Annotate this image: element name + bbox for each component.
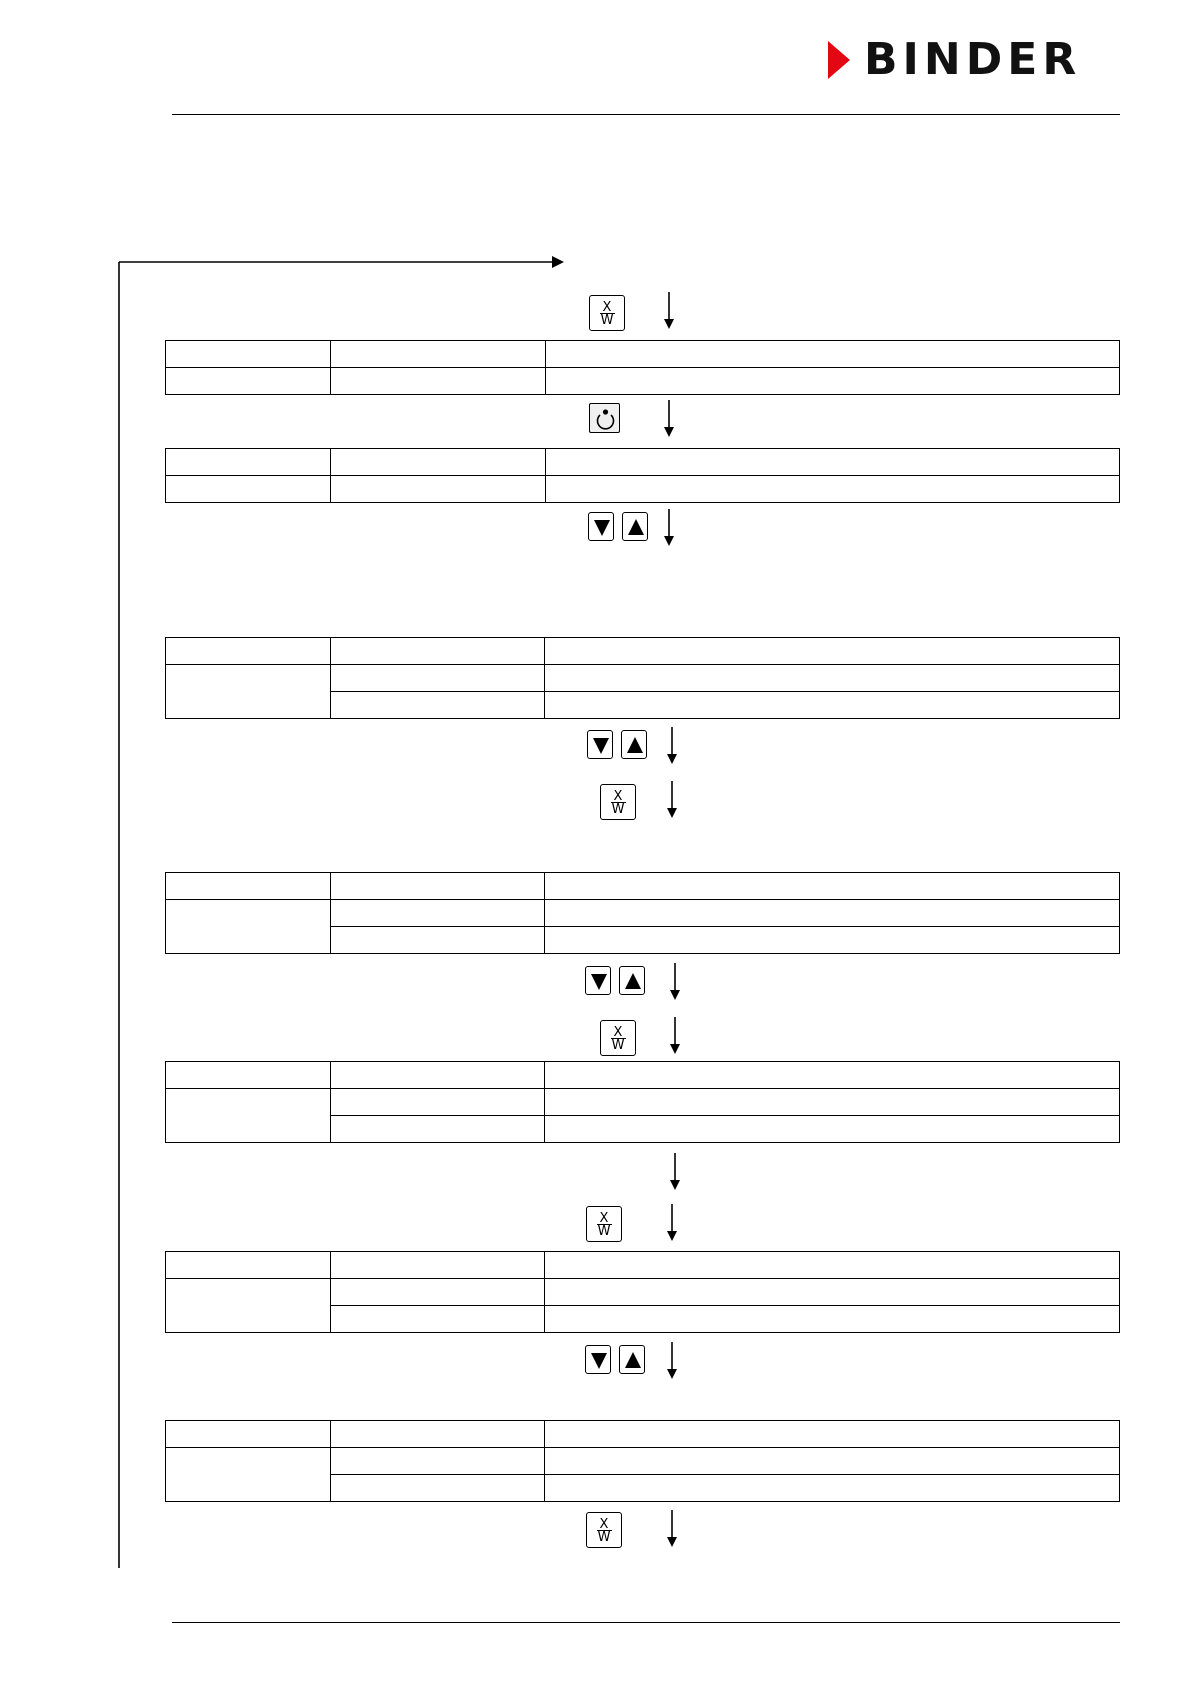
down-key[interactable] <box>587 730 613 759</box>
up-key[interactable] <box>621 730 647 759</box>
xw-key-x-label: X <box>602 300 612 315</box>
down-arrow-icon <box>668 963 682 1001</box>
down-triangle-icon <box>586 967 612 996</box>
down-arrow-icon <box>665 781 679 819</box>
xw-key-w-label: W <box>600 313 614 328</box>
table-row <box>166 476 1120 503</box>
up-triangle-icon <box>620 1346 646 1375</box>
parameter-table-4 <box>165 872 1120 954</box>
xw-key-x-label: X <box>613 1025 623 1040</box>
down-key[interactable] <box>588 512 614 541</box>
header-divider <box>172 114 1120 115</box>
table-row <box>166 873 1120 900</box>
down-arrow-icon <box>668 1017 682 1055</box>
table-row <box>166 900 1120 927</box>
up-triangle-icon <box>622 731 648 760</box>
down-key[interactable] <box>585 1345 611 1374</box>
table-row <box>166 1252 1120 1279</box>
down-triangle-icon <box>588 731 614 760</box>
brand-logo <box>826 36 1081 84</box>
table-row <box>166 1448 1120 1475</box>
parameter-table-1 <box>165 340 1120 395</box>
binder-logo-icon <box>826 39 856 81</box>
up-triangle-icon <box>623 513 649 542</box>
parameter-table-5 <box>165 1061 1120 1143</box>
parameter-table-3 <box>165 637 1120 719</box>
xw-key-w-label: W <box>597 1530 611 1545</box>
up-key[interactable] <box>619 1345 645 1374</box>
xw-key-x-label: X <box>599 1517 609 1532</box>
down-triangle-icon <box>586 1346 612 1375</box>
brand-name: BINDER <box>864 34 1082 85</box>
program-key-icon <box>590 404 621 434</box>
xw-key-w-label: W <box>597 1224 611 1239</box>
xw-key[interactable] <box>600 784 636 820</box>
down-triangle-icon <box>589 513 615 542</box>
down-key[interactable] <box>585 966 611 995</box>
down-arrow-icon <box>668 1153 682 1191</box>
down-arrow-icon <box>662 400 676 438</box>
table-row <box>166 665 1120 692</box>
up-triangle-icon <box>620 967 646 996</box>
table-row <box>166 1421 1120 1448</box>
xw-key[interactable] <box>589 295 625 331</box>
parameter-table-6 <box>165 1251 1120 1333</box>
parameter-table-7 <box>165 1420 1120 1502</box>
down-arrow-icon <box>665 1204 679 1242</box>
table-row <box>166 1279 1120 1306</box>
table-row <box>166 368 1120 395</box>
xw-key[interactable] <box>586 1206 622 1242</box>
xw-key-w-label: W <box>611 802 625 817</box>
table-row <box>166 1062 1120 1089</box>
parameter-table-2 <box>165 448 1120 503</box>
xw-key-w-label: W <box>611 1038 625 1053</box>
down-arrow-icon <box>665 727 679 765</box>
table-row <box>166 341 1120 368</box>
down-arrow-icon <box>662 292 676 330</box>
footer-divider <box>172 1622 1120 1623</box>
up-key[interactable] <box>622 512 648 541</box>
down-arrow-icon <box>665 1510 679 1548</box>
xw-key[interactable] <box>600 1020 636 1056</box>
table-row <box>166 1089 1120 1116</box>
table-row <box>166 638 1120 665</box>
xw-key[interactable] <box>586 1512 622 1548</box>
table-row <box>166 449 1120 476</box>
xw-key-x-label: X <box>613 789 623 804</box>
xw-key-x-label: X <box>599 1211 609 1226</box>
down-arrow-icon <box>662 509 676 547</box>
up-key[interactable] <box>619 966 645 995</box>
down-arrow-icon <box>665 1342 679 1380</box>
program-key[interactable] <box>589 403 620 433</box>
